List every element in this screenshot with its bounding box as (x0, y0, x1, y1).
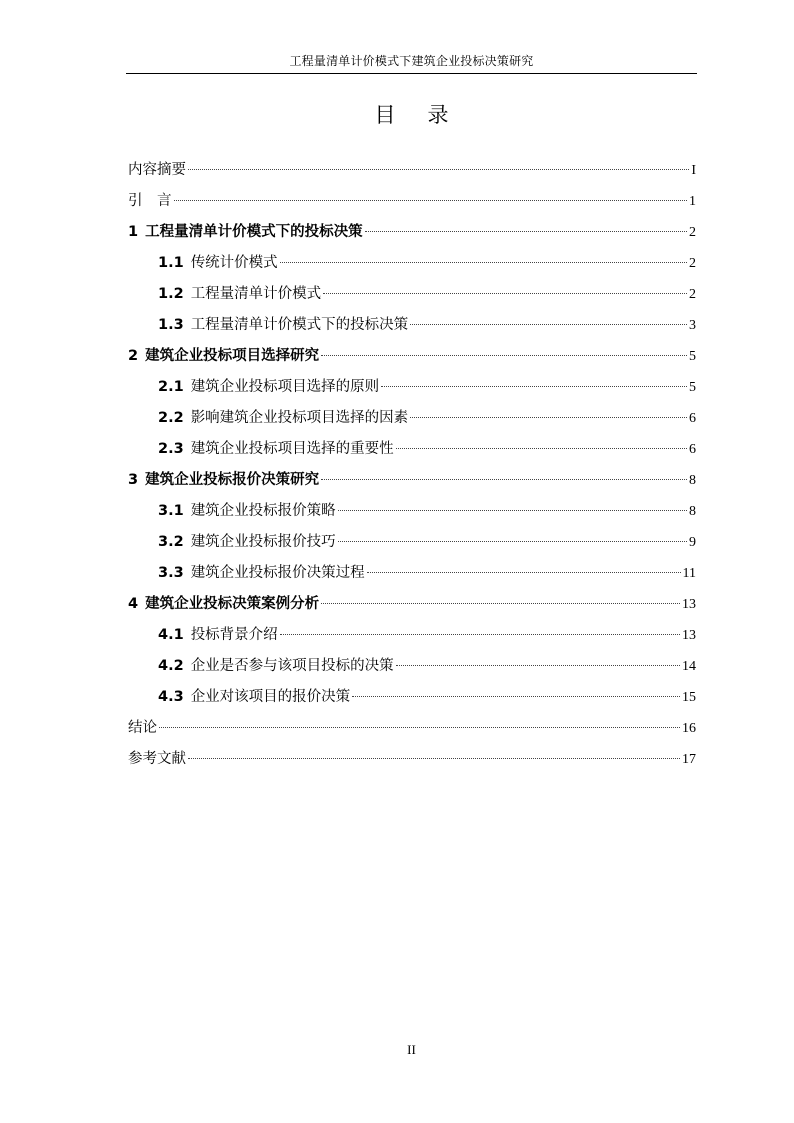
toc-entry-text (128, 217, 363, 248)
toc-entry-page-number: 6 (689, 442, 696, 457)
toc-entry-number: 4.1 (158, 627, 184, 643)
toc-entry-text (158, 434, 394, 465)
toc-title-char-2: 录 (427, 103, 449, 127)
toc-entry-number: 2.2 (158, 410, 184, 426)
toc-entry[interactable] (126, 589, 696, 620)
toc-entry-number: 1 (128, 224, 139, 240)
page-number: II (407, 1042, 416, 1057)
toc-entry-number: 3.1 (158, 503, 184, 519)
toc-entry-page-number: 5 (689, 349, 696, 364)
toc-entry[interactable] (126, 434, 696, 465)
toc-entry-number: 2 (128, 348, 139, 364)
toc-leader-dots (321, 355, 687, 356)
toc-entry-title: 建筑企业投标报价策略 (190, 503, 336, 519)
toc-entry[interactable] (126, 651, 696, 682)
toc-entry-page-number: 8 (689, 473, 696, 488)
toc-entry-number: 3 (128, 472, 139, 488)
toc-entry[interactable] (126, 465, 696, 496)
toc-entry-title: 工程量清单计价模式下的投标决策 (145, 224, 363, 240)
toc-entry-number: 1.1 (158, 255, 184, 271)
toc-entry-text (158, 682, 350, 713)
toc-entry-number: 2.1 (158, 379, 184, 395)
header-rule (126, 73, 697, 74)
toc-entry[interactable] (126, 558, 696, 589)
toc-leader-dots (396, 448, 687, 449)
toc-entry[interactable] (126, 341, 696, 372)
toc-entry-page-number: 1 (689, 194, 696, 209)
toc-leader-dots (323, 293, 687, 294)
toc-entry[interactable] (126, 372, 696, 403)
toc-entry[interactable] (126, 279, 696, 310)
toc-leader-dots (188, 758, 680, 759)
table-of-contents (126, 155, 696, 775)
toc-entry-title: 工程量清单计价模式 (190, 286, 322, 302)
toc-leader-dots (410, 324, 687, 325)
toc-entry-text (158, 310, 408, 341)
toc-entry-number: 1.3 (158, 317, 184, 333)
toc-entry-number: 3.2 (158, 534, 184, 550)
toc-entry-page-number: I (691, 163, 696, 178)
toc-entry[interactable] (126, 248, 696, 279)
toc-entry-page-number: 13 (682, 597, 696, 612)
toc-entry[interactable] (126, 713, 696, 744)
toc-entry-number: 4.2 (158, 658, 184, 674)
toc-entry-title: 企业对该项目的报价决策 (190, 689, 351, 705)
toc-entry-title: 引 言 (128, 193, 172, 209)
toc-leader-dots (280, 262, 687, 263)
toc-entry[interactable] (126, 527, 696, 558)
toc-entry[interactable] (126, 744, 696, 775)
toc-entry-text (128, 186, 172, 217)
toc-entry-title: 建筑企业投标决策案例分析 (145, 596, 320, 612)
toc-entry-page-number: 2 (689, 287, 696, 302)
toc-leader-dots (321, 479, 687, 480)
toc-entry[interactable] (126, 682, 696, 713)
toc-entry-title: 影响建筑企业投标项目选择的因素 (190, 410, 409, 426)
toc-entry-title: 建筑企业投标项目选择研究 (145, 348, 320, 364)
toc-entry-text (158, 496, 336, 527)
toc-leader-dots (410, 417, 687, 418)
toc-entry-title: 建筑企业投标报价技巧 (190, 534, 336, 550)
toc-leader-dots (367, 572, 681, 573)
toc-entry-page-number: 16 (682, 721, 696, 736)
toc-entry-text (158, 558, 365, 589)
toc-entry-text (158, 403, 408, 434)
toc-entry-page-number: 5 (689, 380, 696, 395)
toc-entry-title: 建筑企业投标报价决策过程 (190, 565, 365, 581)
toc-title (126, 101, 697, 129)
toc-entry-text (158, 651, 394, 682)
toc-entry-number: 3.3 (158, 565, 184, 581)
toc-entry[interactable] (126, 496, 696, 527)
toc-entry-page-number: 6 (689, 411, 696, 426)
toc-leader-dots (338, 510, 687, 511)
toc-entry-text (128, 155, 186, 186)
toc-entry-page-number: 17 (682, 752, 696, 767)
toc-entry-title: 结论 (128, 720, 157, 736)
toc-leader-dots (188, 169, 689, 170)
toc-entry-text (128, 713, 157, 744)
toc-entry-title: 传统计价模式 (190, 255, 278, 271)
toc-entry-text (128, 744, 186, 775)
toc-leader-dots (159, 727, 680, 728)
running-header: 工程量清单计价模式下建筑企业投标决策研究 (289, 54, 534, 68)
toc-entry-title: 建筑企业投标项目选择的原则 (190, 379, 380, 395)
toc-leader-dots (365, 231, 687, 232)
toc-entry-title: 内容摘要 (128, 162, 186, 178)
toc-entry-text (158, 372, 379, 403)
toc-leader-dots (396, 665, 680, 666)
toc-entry-number: 2.3 (158, 441, 184, 457)
toc-entry-page-number: 13 (682, 628, 696, 643)
toc-leader-dots (338, 541, 687, 542)
toc-entry-text (128, 589, 319, 620)
toc-entry[interactable] (126, 186, 696, 217)
toc-leader-dots (174, 200, 688, 201)
toc-entry-page-number: 15 (682, 690, 696, 705)
toc-entry-page-number: 3 (689, 318, 696, 333)
toc-entry-text (158, 279, 321, 310)
toc-entry[interactable] (126, 620, 696, 651)
toc-entry-text (158, 248, 278, 279)
toc-entry-title: 参考文献 (128, 751, 186, 767)
toc-entry-page-number: 11 (682, 566, 696, 581)
toc-entry[interactable] (126, 403, 696, 434)
toc-entry-page-number: 8 (689, 504, 696, 519)
toc-entry-text (128, 341, 319, 372)
toc-entry-page-number: 9 (689, 535, 696, 550)
toc-entry[interactable] (126, 155, 696, 186)
toc-entry-number: 1.2 (158, 286, 184, 302)
toc-leader-dots (321, 603, 680, 604)
toc-title-char-1: 目 (374, 103, 396, 127)
toc-leader-dots (280, 634, 680, 635)
toc-entry-text (128, 465, 319, 496)
toc-entry-title: 建筑企业投标项目选择的重要性 (190, 441, 394, 457)
toc-entry-text (158, 527, 336, 558)
toc-entry-title: 投标背景介绍 (190, 627, 278, 643)
toc-entry-title: 工程量清单计价模式下的投标决策 (190, 317, 409, 333)
toc-leader-dots (352, 696, 680, 697)
toc-entry-number: 4.3 (158, 689, 184, 705)
toc-entry-page-number: 2 (689, 225, 696, 240)
toc-entry[interactable] (126, 310, 696, 341)
toc-entry-page-number: 2 (689, 256, 696, 271)
toc-leader-dots (381, 386, 687, 387)
toc-entry-title: 企业是否参与该项目投标的决策 (190, 658, 394, 674)
toc-entry-text (158, 620, 278, 651)
toc-entry[interactable] (126, 217, 696, 248)
toc-entry-number: 4 (128, 596, 139, 612)
toc-entry-title: 建筑企业投标报价决策研究 (145, 472, 320, 488)
toc-entry-page-number: 14 (682, 659, 696, 674)
